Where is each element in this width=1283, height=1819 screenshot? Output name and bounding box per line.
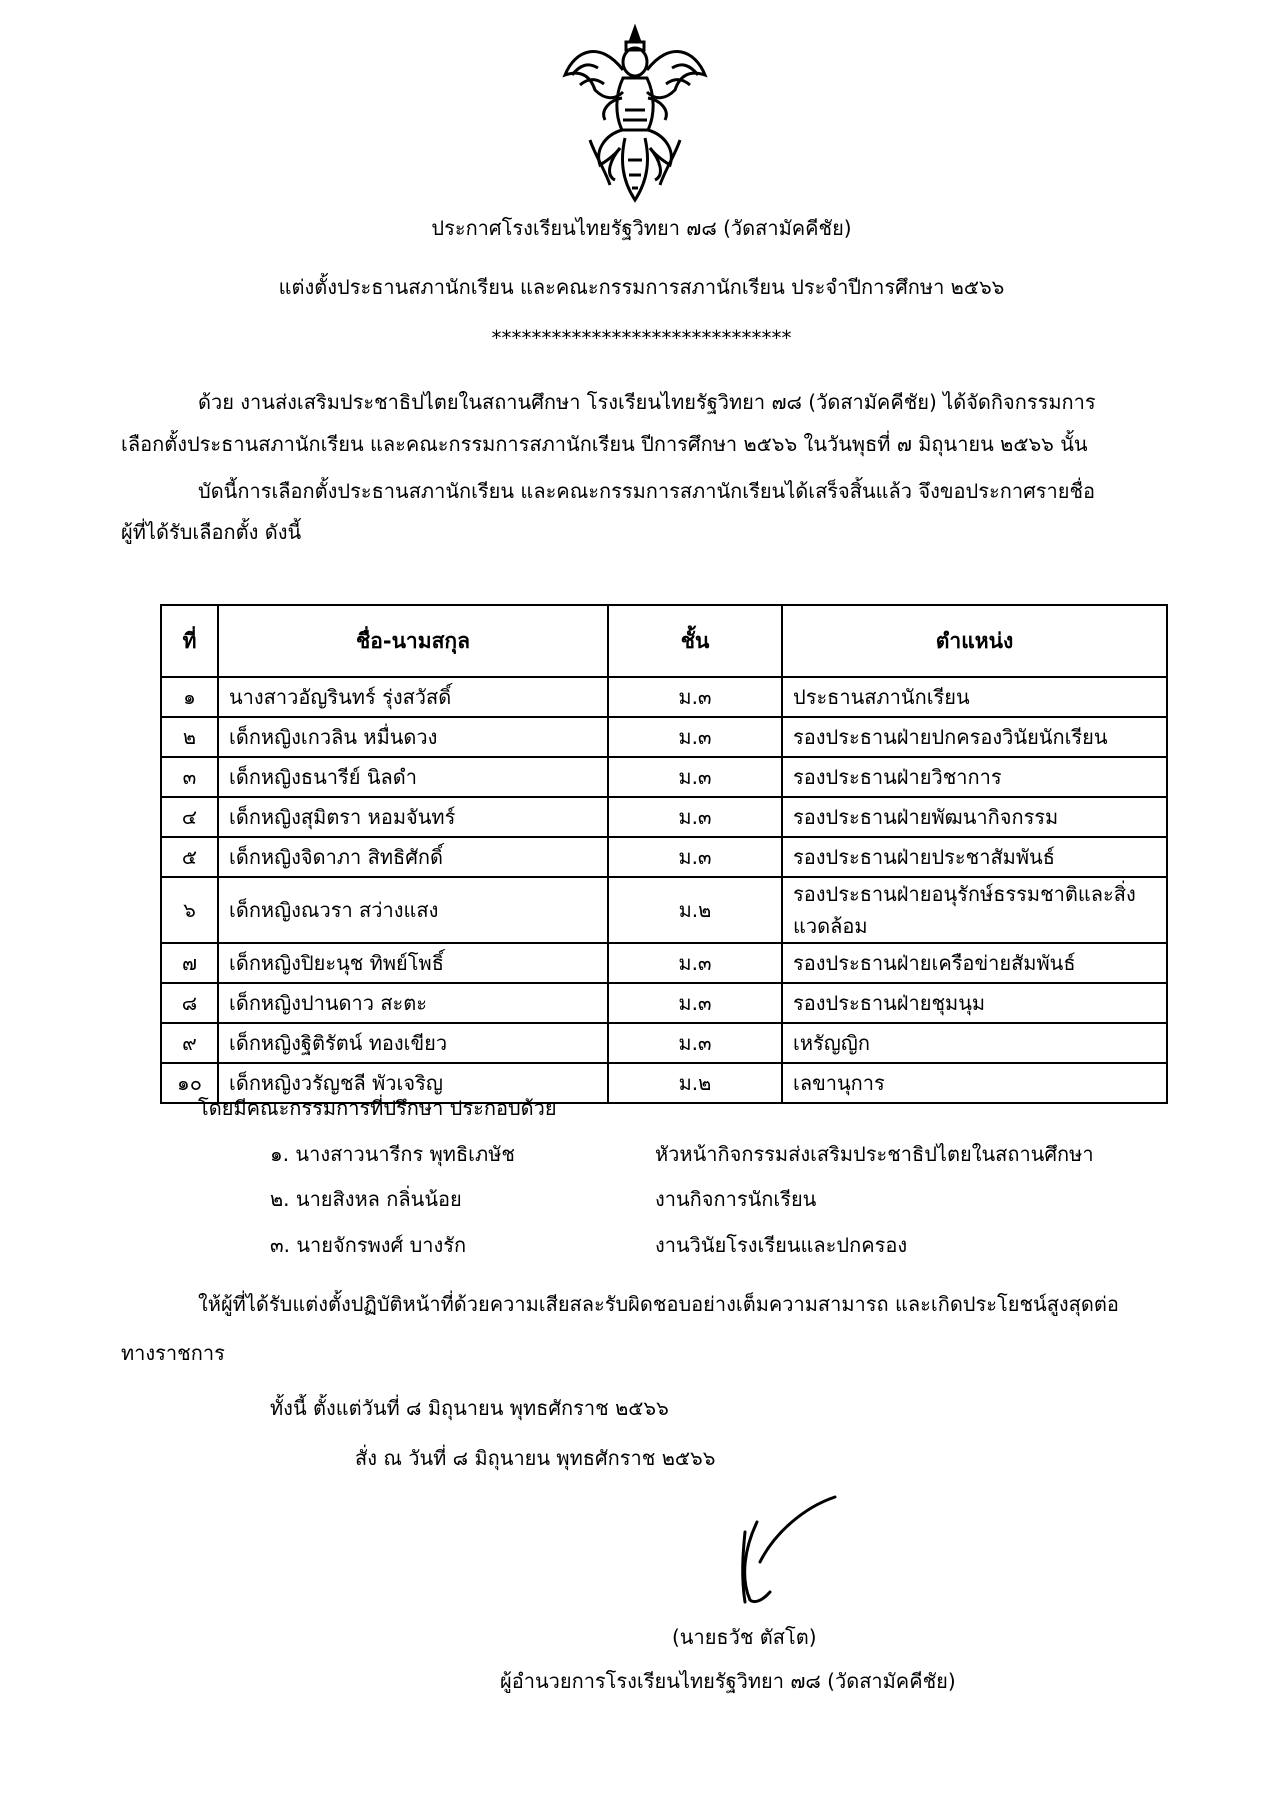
row-name: เด็กหญิงธนารีย์ นิลดำ (218, 757, 608, 797)
table-row (161, 757, 1167, 797)
para1-line2: เลือกตั้งประธานสภานักเรียน และคณะกรรมการสภานักเรียน ปีการศึกษา ๒๕๖๖ ในวันพุธที่ ๗ มิถุนายน ๒๕๖๖ นั้น (121, 432, 1088, 456)
row-name: เด็กหญิงสุมิตรา หอมจันทร์ (218, 797, 608, 837)
row-position: รองประธานฝ่ายปกครองวินัยนักเรียน (782, 717, 1167, 757)
row-name: เด็กหญิงจิดาภา สิทธิศักดิ์ (218, 837, 608, 877)
advisors-intro: โดยมีคณะกรรมการที่ปรึกษา ประกอบด้วย (198, 1096, 557, 1120)
table-header-row (161, 605, 1167, 677)
announcement-title: ประกาศโรงเรียนไทยรัฐวิทยา ๗๘ (วัดสามัคคีชัย) (431, 216, 852, 240)
row-position: เหรัญญิก (782, 1023, 1167, 1063)
advisor-role: หัวหน้ากิจกรรมส่งเสริมประชาธิปไตยในสถานศึกษา (655, 1142, 1094, 1166)
table-row (161, 943, 1167, 983)
row-name: เด็กหญิงณวรา สว่างแสง (218, 877, 608, 943)
garuda-emblem-icon (560, 20, 710, 205)
effective-date: ทั้งนี้ ตั้งแต่วันที่ ๘ มิถุนายน พุทธศักราช ๒๕๖๖ (270, 1396, 669, 1420)
row-name: เด็กหญิงฐิติรัตน์ ทองเขียว (218, 1023, 608, 1063)
para1-line1: ด้วย งานส่งเสริมประชาธิปไตยในสถานศึกษา โรงเรียนไทยรัฐวิทยา ๗๘ (วัดสามัคคีชัย) ได้จัดกิจกรรมการ (198, 390, 1096, 414)
row-no: ๘ (161, 983, 218, 1023)
row-name: เด็กหญิงวรัญชลี พัวเจริญ (218, 1063, 608, 1103)
para2-line2: ผู้ที่ได้รับเลือกตั้ง ดังนี้ (121, 520, 302, 544)
row-name: นางสาวอัญรินทร์ รุ่งสวัสดิ์ (218, 677, 608, 717)
row-no: ๖ (161, 877, 218, 943)
row-position: เลขานุการ (782, 1063, 1167, 1103)
row-no: ๔ (161, 797, 218, 837)
header-name: ชื่อ-นามสกุล (218, 605, 608, 677)
row-class: ม.๓ (608, 717, 782, 757)
row-no: ๕ (161, 837, 218, 877)
row-position: รองประธานฝ่ายชุมนุม (782, 983, 1167, 1023)
signer-name: (นายธวัช ตัสโต) (672, 1625, 817, 1649)
row-class: ม.๓ (608, 837, 782, 877)
separator: ****************************** (491, 326, 792, 350)
header-class: ชั้น (608, 605, 782, 677)
row-no: ๑ (161, 677, 218, 717)
row-class: ม.๓ (608, 757, 782, 797)
row-position: ประธานสภานักเรียน (782, 677, 1167, 717)
row-no: ๙ (161, 1023, 218, 1063)
advisor-name: ๑. นางสาวนารีกร พุทธิเภษัช (270, 1142, 515, 1166)
advisor-role: งานวินัยโรงเรียนและปกครอง (655, 1233, 908, 1257)
row-no: ๗ (161, 943, 218, 983)
row-position: รองประธานฝ่ายเครือข่ายสัมพันธ์ (782, 943, 1167, 983)
row-class: ม.๓ (608, 677, 782, 717)
header-position: ตำแหน่ง (782, 605, 1167, 677)
closing-line1: ให้ผู้ที่ได้รับแต่งตั้งปฏิบัติหน้าที่ด้วยความเสียสละรับผิดชอบอย่างเต็มความสามารถ และเกิดประโยชน์สูงสุดต่อ (198, 1292, 1119, 1316)
row-class: ม.๒ (608, 877, 782, 943)
table-row (161, 677, 1167, 717)
signature (715, 1492, 855, 1612)
row-class: ม.๓ (608, 943, 782, 983)
row-no: ๓ (161, 757, 218, 797)
table-row (161, 1023, 1167, 1063)
announcement-subject: แต่งตั้งประธานสภานักเรียน และคณะกรรมการสภานักเรียน ประจำปีการศึกษา ๒๕๖๖ (278, 275, 1005, 299)
row-class: ม.๓ (608, 983, 782, 1023)
table-row (161, 797, 1167, 837)
row-name: เด็กหญิงปิยะนุช ทิพย์โพธิ์ (218, 943, 608, 983)
row-no: ๒ (161, 717, 218, 757)
table-row (161, 877, 1167, 943)
order-date: สั่ง ณ วันที่ ๘ มิถุนายน พุทธศักราช ๒๕๖๖ (355, 1446, 716, 1470)
members-table (160, 604, 1168, 1104)
signer-title: ผู้อำนวยการโรงเรียนไทยรัฐวิทยา ๗๘ (วัดสามัคคีชัย) (500, 1669, 956, 1693)
row-class: ม.๓ (608, 797, 782, 837)
row-position: รองประธานฝ่ายประชาสัมพันธ์ (782, 837, 1167, 877)
closing-line2: ทางราชการ (121, 1341, 225, 1365)
table-row (161, 717, 1167, 757)
row-position: รองประธานฝ่ายอนุรักษ์ธรรมชาติและสิ่งแวดล้อม (782, 877, 1167, 943)
advisor-role: งานกิจการนักเรียน (655, 1187, 817, 1211)
para2-line1: บัดนี้การเลือกตั้งประธานสภานักเรียน และคณะกรรมการสภานักเรียนได้เสร็จสิ้นแล้ว จึงขอประกาศรายชื่อ (198, 479, 1096, 503)
row-class: ม.๓ (608, 1023, 782, 1063)
row-name: เด็กหญิงเกวลิน หมื่นดวง (218, 717, 608, 757)
header-no: ที่ (161, 605, 218, 677)
row-name: เด็กหญิงปานดาว สะตะ (218, 983, 608, 1023)
row-position: รองประธานฝ่ายวิชาการ (782, 757, 1167, 797)
row-class: ม.๒ (608, 1063, 782, 1103)
table-row (161, 837, 1167, 877)
advisor-name: ๒. นายสิงหล กลิ่นน้อย (270, 1187, 462, 1211)
row-position: รองประธานฝ่ายพัฒนากิจกรรม (782, 797, 1167, 837)
table-row (161, 983, 1167, 1023)
row-no: ๑๐ (161, 1063, 218, 1103)
advisor-name: ๓. นายจักรพงศ์ บางรัก (270, 1233, 467, 1257)
